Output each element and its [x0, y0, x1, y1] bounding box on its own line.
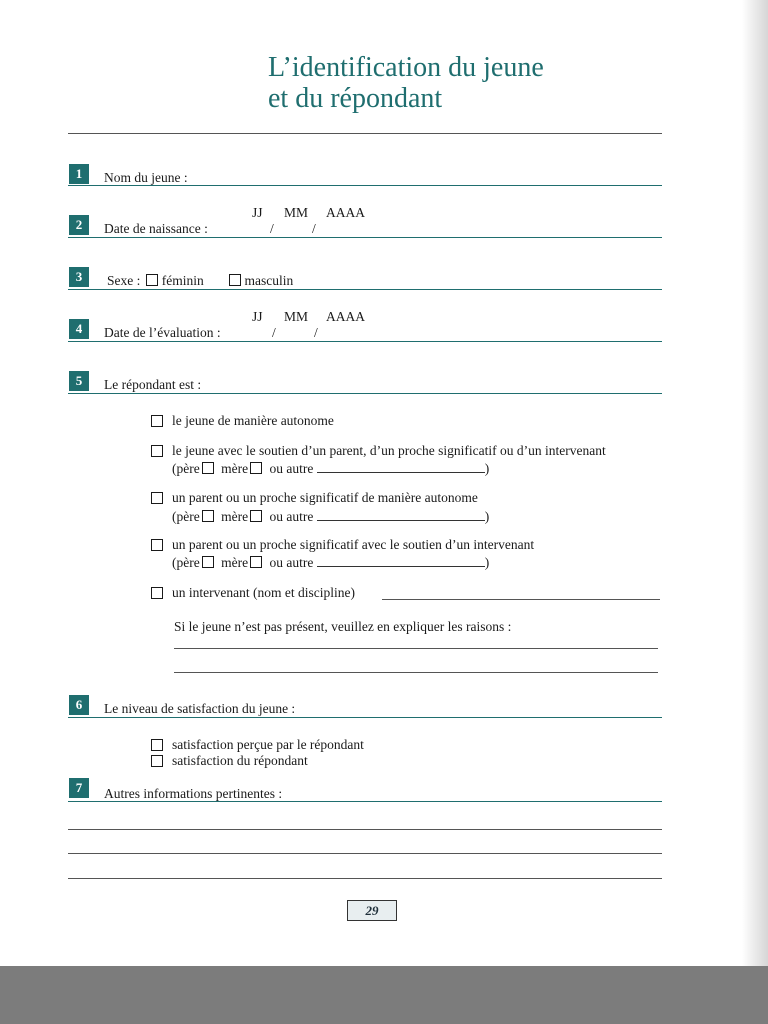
other-field[interactable] — [317, 508, 485, 521]
section-number-4: 4 — [69, 319, 89, 339]
sex-row — [107, 273, 293, 289]
name-label: Nom du jeune : — [104, 170, 188, 185]
other-info-line-2[interactable] — [68, 853, 662, 854]
title-line-1: L’identification du jeune — [268, 52, 544, 83]
respondent-youth-supported-checkbox[interactable] — [151, 445, 163, 457]
other-info-label: Autres informations pertinentes : — [104, 786, 283, 801]
sex-divider — [68, 289, 662, 290]
section-number-7: 7 — [69, 778, 89, 798]
close-paren: ) — [484, 555, 490, 570]
respondent-parent-autonomous-who — [172, 508, 489, 525]
mother-checkbox[interactable] — [250, 510, 262, 522]
birth-date-format-dd: JJ — [252, 205, 263, 220]
satisfaction-perceived-label: satisfaction perçue par le répondant — [172, 737, 364, 752]
close-paren: ) — [484, 461, 490, 476]
respondent-parent-supported-checkbox[interactable] — [151, 539, 163, 551]
section-number-6: 6 — [69, 695, 89, 715]
respondent-youth-supported-label: le jeune avec le soutien d’un parent, d’un proche significatif ou d’un intervenant — [172, 443, 606, 458]
respondent-worker-checkbox[interactable] — [151, 587, 163, 599]
eval-date-slash-2: / — [314, 325, 318, 340]
absence-reason-line-1[interactable] — [174, 648, 658, 649]
eval-date-format-mm: MM — [284, 309, 309, 324]
other-label: ou autre — [269, 509, 314, 524]
section-number-3: 3 — [69, 267, 89, 287]
father-checkbox[interactable] — [202, 556, 214, 568]
respondent-youth-supported-who — [172, 460, 489, 477]
satisfaction-respondent-label: satisfaction du répondant — [172, 753, 308, 768]
mother-label: mère — [221, 509, 249, 524]
respondent-youth-autonomous-label: le jeune de manière autonome — [172, 413, 334, 428]
respondent-worker-label: un intervenant (nom et discipline) — [172, 585, 355, 600]
section-number-2: 2 — [69, 215, 89, 235]
respondent-label: Le répondant est : — [104, 377, 202, 392]
satisfaction-label: Le niveau de satisfaction du jeune : — [104, 701, 296, 716]
satisfaction-divider — [68, 717, 662, 718]
respondent-divider — [68, 393, 662, 394]
section-number-5: 5 — [69, 371, 89, 391]
sex-male-checkbox[interactable] — [229, 274, 241, 286]
birth-date-format-yyyy: AAAA — [326, 205, 365, 220]
father-checkbox[interactable] — [202, 510, 214, 522]
satisfaction-respondent-checkbox[interactable] — [151, 755, 163, 767]
respondent-youth-autonomous-checkbox[interactable] — [151, 415, 163, 427]
other-info-line-1[interactable] — [68, 829, 662, 830]
page-title — [268, 52, 544, 114]
mother-label: mère — [221, 461, 249, 476]
other-label: ou autre — [269, 461, 314, 476]
other-info-divider — [68, 801, 662, 802]
other-label: ou autre — [269, 555, 314, 570]
mother-checkbox[interactable] — [250, 462, 262, 474]
satisfaction-perceived-checkbox[interactable] — [151, 739, 163, 751]
page-number: 29 — [347, 900, 397, 921]
scan-background — [0, 966, 768, 1024]
birth-date-label: Date de naissance : — [104, 221, 208, 236]
father-label: (père — [172, 555, 200, 570]
respondent-worker-field[interactable] — [382, 599, 660, 600]
eval-date-format-yyyy: AAAA — [326, 309, 365, 324]
sex-male-label: masculin — [244, 273, 294, 288]
sex-label: Sexe : — [107, 273, 141, 288]
respondent-parent-supported-who — [172, 554, 489, 571]
mother-label: mère — [221, 555, 249, 570]
birth-date-slash-1: / — [270, 221, 274, 236]
absence-reason-line-2[interactable] — [174, 672, 658, 673]
name-field[interactable] — [68, 185, 662, 186]
sex-female-checkbox[interactable] — [146, 274, 158, 286]
father-checkbox[interactable] — [202, 462, 214, 474]
birth-date-field[interactable] — [68, 237, 662, 238]
sex-female-label: féminin — [161, 273, 204, 288]
eval-date-label: Date de l’évaluation : — [104, 325, 221, 340]
eval-date-format-dd: JJ — [252, 309, 263, 324]
close-paren: ) — [484, 509, 490, 524]
respondent-parent-autonomous-checkbox[interactable] — [151, 492, 163, 504]
other-field[interactable] — [317, 554, 485, 567]
title-divider — [68, 133, 662, 134]
absence-reason-label: Si le jeune n’est pas présent, veuillez en expliquer les raisons : — [174, 619, 512, 634]
eval-date-slash-1: / — [272, 325, 276, 340]
birth-date-slash-2: / — [312, 221, 316, 236]
respondent-parent-autonomous-label: un parent ou un proche significatif de manière autonome — [172, 490, 478, 505]
other-info-line-3[interactable] — [68, 878, 662, 879]
title-line-2: et du répondant — [268, 83, 443, 114]
father-label: (père — [172, 509, 200, 524]
scan-edge-shadow — [742, 0, 768, 1024]
mother-checkbox[interactable] — [250, 556, 262, 568]
section-number-1: 1 — [69, 164, 89, 184]
respondent-parent-supported-label: un parent ou un proche significatif avec le soutien d’un intervenant — [172, 537, 535, 552]
eval-date-field[interactable] — [68, 341, 662, 342]
other-field[interactable] — [317, 460, 485, 473]
father-label: (père — [172, 461, 200, 476]
birth-date-format-mm: MM — [284, 205, 309, 220]
